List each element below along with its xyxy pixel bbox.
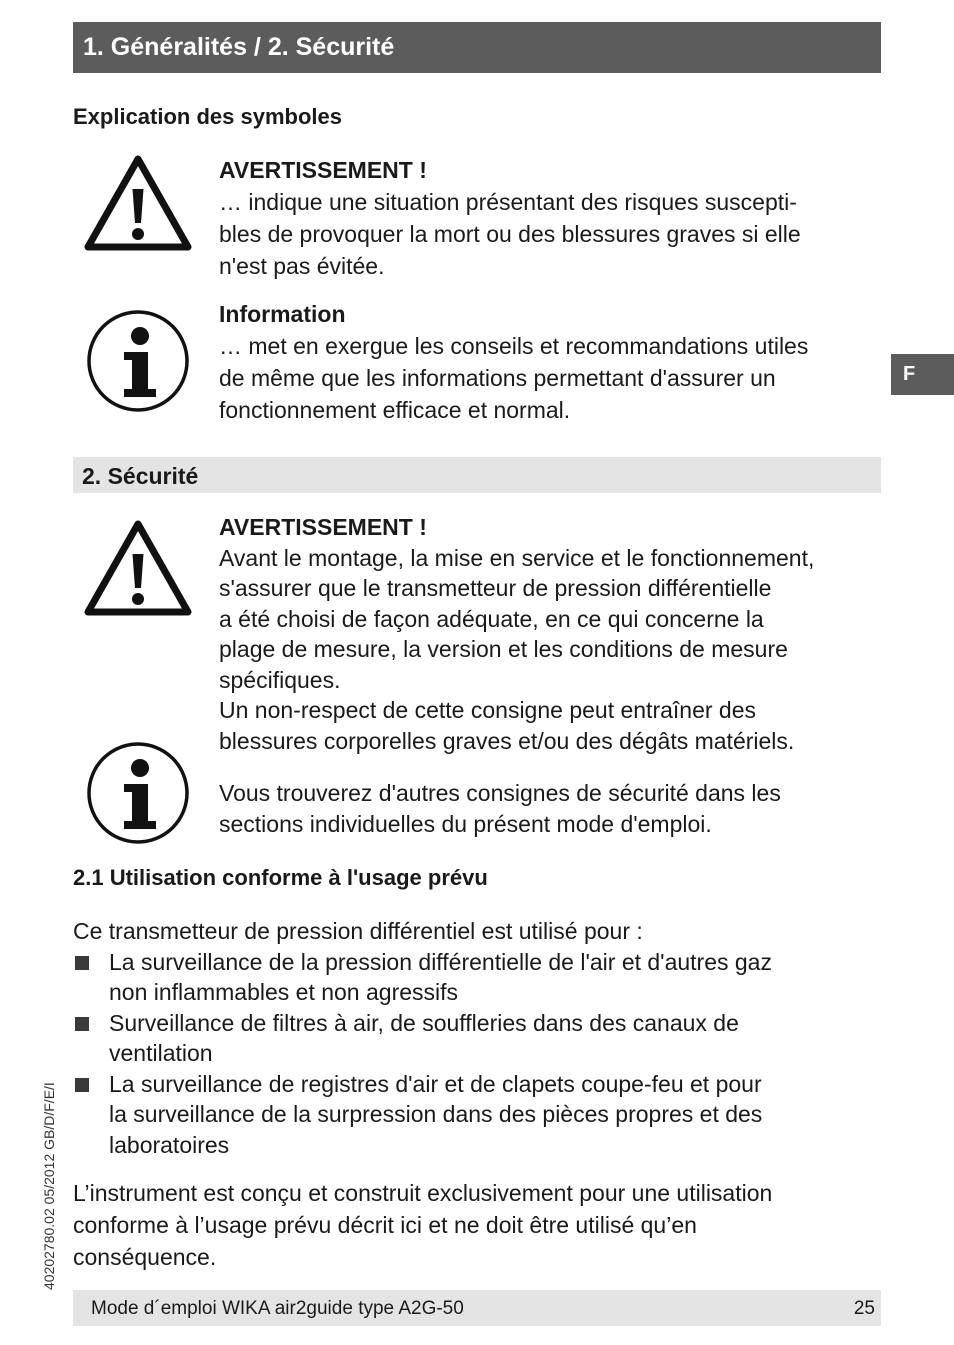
text-line: La surveillance de registres d'air et de clapets coupe-feu et pour — [109, 1070, 762, 1097]
text-line: plage de mesure, la version et les conditions de mesure — [219, 636, 788, 662]
text-line: … met en exergue les conseils et recommandations utiles — [219, 333, 809, 359]
safety-warning-block — [219, 512, 884, 756]
usage-closing — [73, 1177, 883, 1273]
text-line: sections individuelles du présent mode d'emploi. — [219, 810, 712, 837]
usage-intro: Ce transmetteur de pression différentiel est utilisé pour : — [73, 918, 643, 944]
square-bullet-icon — [75, 1078, 89, 1092]
square-bullet-icon — [75, 956, 89, 970]
list-item — [73, 1008, 883, 1069]
page-footer — [73, 1290, 881, 1326]
text-line: de même que les informations permettant d'assurer un — [219, 365, 776, 391]
text-line: laboratoires — [109, 1131, 230, 1158]
usage-section-title: 2.1 Utilisation conforme à l'usage prévu — [73, 865, 488, 890]
text-line: Surveillance de filtres à air, de souffleries dans des canaux de — [109, 1009, 739, 1036]
footer-doc-title: Mode d´emploi WIKA air2guide type A2G-50 — [91, 1298, 464, 1319]
document-code: 40202780.02 05/2012 GB/D/F/E/I — [41, 1082, 57, 1290]
text-line: conforme à l’usage prévu décrit ici et ne doit être utilisé qu’en — [73, 1212, 697, 1238]
text-line: non inflammables et non agressifs — [109, 979, 459, 1005]
text-line: spécifiques. — [219, 666, 341, 693]
text-line: n'est pas évitée. — [219, 253, 385, 279]
text-line: s'assurer que le transmetteur de pression différentielle — [219, 575, 772, 601]
text-line: Vous trouverez d'autres consignes de sécurité dans les — [219, 780, 781, 806]
text-line: a été choisi de façon adéquate, en ce qui concerne la — [219, 605, 764, 632]
symbols-info-block — [219, 298, 879, 426]
language-tab — [891, 354, 954, 395]
list-item — [73, 947, 883, 1008]
text-line: blessures corporelles graves et/ou des dégâts matériels. — [219, 727, 795, 754]
text-line: conséquence. — [73, 1244, 217, 1270]
warning-icon — [84, 520, 192, 618]
symbols-warning-heading: AVERTISSEMENT ! — [219, 157, 427, 183]
page-title: 1. Généralités / 2. Sécurité — [83, 33, 395, 61]
symbols-warning-block — [219, 154, 879, 282]
information-icon — [86, 741, 190, 845]
information-icon — [86, 309, 190, 413]
square-bullet-icon — [75, 1017, 89, 1031]
warning-icon — [84, 155, 192, 253]
text-line: ventilation — [109, 1040, 213, 1066]
text-line: bles de provoquer la mort ou des blessures graves si elle — [219, 221, 801, 247]
text-line: la surveillance de la surpression dans des pièces propres et des — [109, 1101, 763, 1127]
text-line: … indique une situation présentant des risques suscepti- — [219, 189, 797, 215]
safety-warning-heading: AVERTISSEMENT ! — [219, 514, 427, 540]
text-line: fonctionnement efficace et normal. — [219, 397, 571, 423]
text-line: L’instrument est conçu et construit exclusivement pour une utilisation — [73, 1180, 773, 1206]
safety-info-block — [219, 778, 879, 839]
page-number: 25 — [853, 1298, 875, 1319]
language-tab-label: F — [903, 363, 916, 385]
page-header — [73, 22, 881, 73]
symbols-info-heading: Information — [219, 301, 346, 327]
list-item — [73, 1069, 883, 1161]
usage-block — [73, 916, 883, 1160]
usage-bullet-list — [73, 947, 883, 1161]
safety-section-header — [73, 457, 881, 493]
text-line: Avant le montage, la mise en service et le fonctionnement, — [219, 544, 815, 571]
safety-section-title: 2. Sécurité — [82, 463, 199, 489]
text-line: La surveillance de la pression différentielle de l'air et d'autres gaz — [109, 948, 772, 975]
symbols-section-title: Explication des symboles — [73, 104, 342, 129]
text-line: Un non-respect de cette consigne peut entraîner des — [219, 697, 757, 723]
